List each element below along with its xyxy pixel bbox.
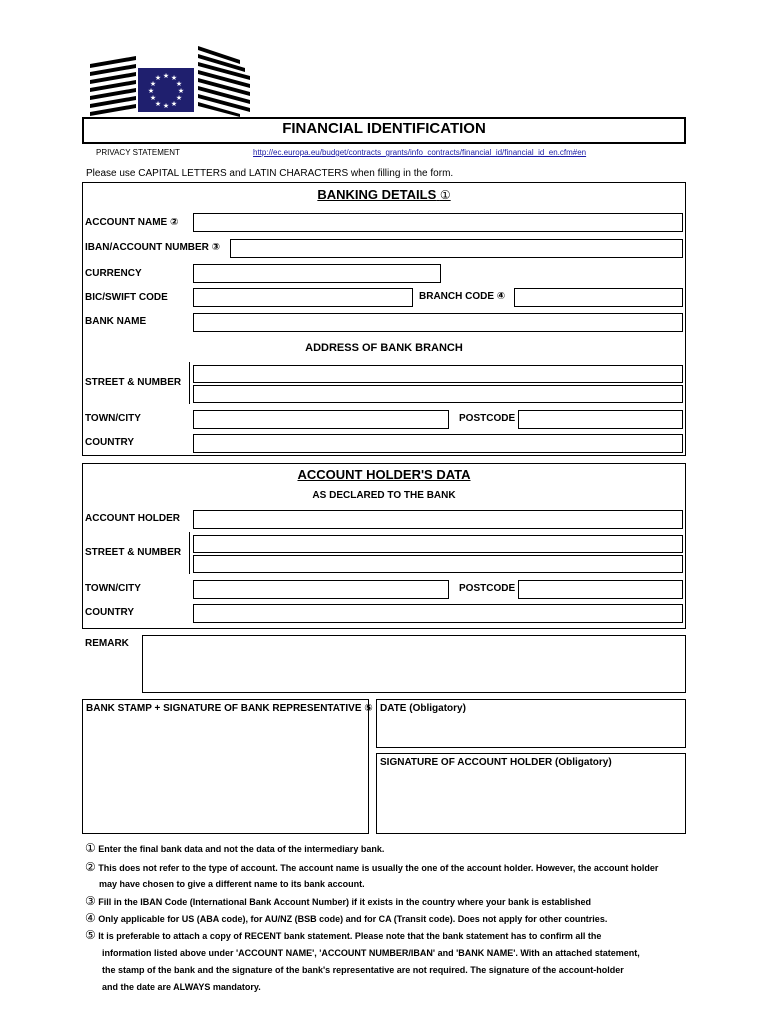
branch-code-field[interactable] <box>514 288 683 307</box>
footnote-5-text: It is preferable to attach a copy of RECENT bank statement. Please note that the bank statement has to confirm all the <box>98 931 602 941</box>
footnote-5-line-3: the stamp of the bank and the signature of the bank's representative are not required. The signature of the account-holder <box>102 965 624 975</box>
svg-text:★: ★ <box>149 80 157 88</box>
svg-text:★: ★ <box>177 87 185 95</box>
footnote-1-text: Enter the final bank data and not the data of the intermediary bank. <box>98 844 385 854</box>
footnote-2 <box>85 860 658 874</box>
banking-details-title: BANKING DETAILS <box>317 187 437 202</box>
holder-country-label: COUNTRY <box>85 607 135 618</box>
bank-stamp-box[interactable] <box>82 699 369 834</box>
holder-town-field[interactable] <box>193 580 449 599</box>
footnote-2-marker: ② <box>85 860 96 874</box>
holder-street-field-2[interactable] <box>193 555 683 573</box>
bic-label: BIC/SWIFT CODE <box>85 292 168 303</box>
bank-street-field-1[interactable] <box>193 365 683 383</box>
footnote-2-continued: may have chosen to give a different name to its bank account. <box>99 879 365 889</box>
svg-text:★: ★ <box>154 74 162 82</box>
currency-label: CURRENCY <box>85 268 142 279</box>
european-commission-logo <box>90 42 260 118</box>
holder-country-field[interactable] <box>193 604 683 623</box>
account-holder-subheading: AS DECLARED TO THE BANK <box>312 490 456 501</box>
footnote-2-text: This does not refer to the type of account. The account name is usually the one of the account holder. However, the account holder <box>98 863 659 873</box>
bank-postcode-field[interactable] <box>518 410 683 429</box>
bank-country-label: COUNTRY <box>85 437 135 448</box>
footnote-5 <box>85 928 601 942</box>
footnote-1 <box>85 841 384 855</box>
holder-town-label: TOWN/CITY <box>85 583 141 594</box>
banking-details-heading <box>82 187 686 202</box>
svg-text:★: ★ <box>170 74 178 82</box>
branch-code-label: BRANCH CODE ④ <box>419 291 506 302</box>
instruction-text: Please use CAPITAL LETTERS and LATIN CHARACTERS when filling in the form. <box>86 168 454 179</box>
holder-street-label: STREET & NUMBER <box>85 547 182 558</box>
footnote-4-marker: ④ <box>85 911 96 925</box>
bank-town-label: TOWN/CITY <box>85 413 141 424</box>
bank-name-label: BANK NAME <box>85 316 147 327</box>
bank-stamp-label: BANK STAMP + SIGNATURE OF BANK REPRESENTATIVE ⑤ <box>86 703 373 714</box>
holder-street-divider <box>189 532 190 574</box>
svg-text:★: ★ <box>170 100 178 108</box>
page-title: FINANCIAL IDENTIFICATION <box>282 120 486 137</box>
iban-field[interactable] <box>230 239 683 258</box>
remark-field[interactable] <box>142 635 686 693</box>
svg-text:★: ★ <box>175 80 183 88</box>
date-label: DATE (Obligatory) <box>380 703 466 714</box>
footnote-4-text: Only applicable for US (ABA code), for AU/NZ (BSB code) and for CA (Transit code). Does not apply for other countries. <box>98 914 608 924</box>
holder-postcode-label: POSTCODE <box>459 583 516 594</box>
footnote-5-line-4: and the date are ALWAYS mandatory. <box>102 982 261 992</box>
privacy-statement-link[interactable]: http://ec.europa.eu/budget/contracts_grants/info_contracts/financial_id/financial_id_en.cfm#en <box>253 148 587 157</box>
account-name-field[interactable] <box>193 213 683 232</box>
bank-address-heading: ADDRESS OF BANK BRANCH <box>305 342 463 354</box>
footnote-1-marker: ① <box>85 841 96 855</box>
footnote-3-text: Fill in the IBAN Code (International Bank Account Number) if it exists in the country where your bank is established <box>98 897 592 907</box>
bank-postcode-label: POSTCODE <box>459 413 516 424</box>
svg-text:★: ★ <box>162 72 170 80</box>
account-holder-field[interactable] <box>193 510 683 529</box>
account-holder-heading: ACCOUNT HOLDER'S DATA <box>297 467 471 482</box>
svg-text:★: ★ <box>162 102 170 110</box>
bank-street-divider <box>189 362 190 404</box>
privacy-statement-label: PRIVACY STATEMENT <box>96 148 180 157</box>
holder-street-field-1[interactable] <box>193 535 683 553</box>
footnote-1-icon: ① <box>439 188 451 202</box>
bank-country-field[interactable] <box>193 434 683 453</box>
account-name-label: ACCOUNT NAME ② <box>85 217 179 228</box>
bank-street-field-2[interactable] <box>193 385 683 403</box>
svg-text:★: ★ <box>154 100 162 108</box>
footnote-3-marker: ③ <box>85 894 96 908</box>
currency-field[interactable] <box>193 264 441 283</box>
svg-text:★: ★ <box>147 87 155 95</box>
footnote-3 <box>85 894 591 908</box>
bank-town-field[interactable] <box>193 410 449 429</box>
account-holder-label: ACCOUNT HOLDER <box>85 513 180 524</box>
svg-text:★: ★ <box>175 94 183 102</box>
holder-signature-label: SIGNATURE OF ACCOUNT HOLDER (Obligatory) <box>380 757 612 768</box>
svg-text:★: ★ <box>149 94 157 102</box>
iban-label: IBAN/ACCOUNT NUMBER ③ <box>85 242 221 253</box>
footnote-5-marker: ⑤ <box>85 928 96 942</box>
footnote-5-line-2: information listed above under 'ACCOUNT NAME', 'ACCOUNT NUMBER/IBAN' and 'BANK NAME'. With an attached statement, <box>102 948 640 958</box>
holder-postcode-field[interactable] <box>518 580 683 599</box>
bic-field[interactable] <box>193 288 413 307</box>
remark-label: REMARK <box>85 638 129 649</box>
bank-name-field[interactable] <box>193 313 683 332</box>
footnote-4 <box>85 911 607 925</box>
bank-street-label: STREET & NUMBER <box>85 377 182 388</box>
